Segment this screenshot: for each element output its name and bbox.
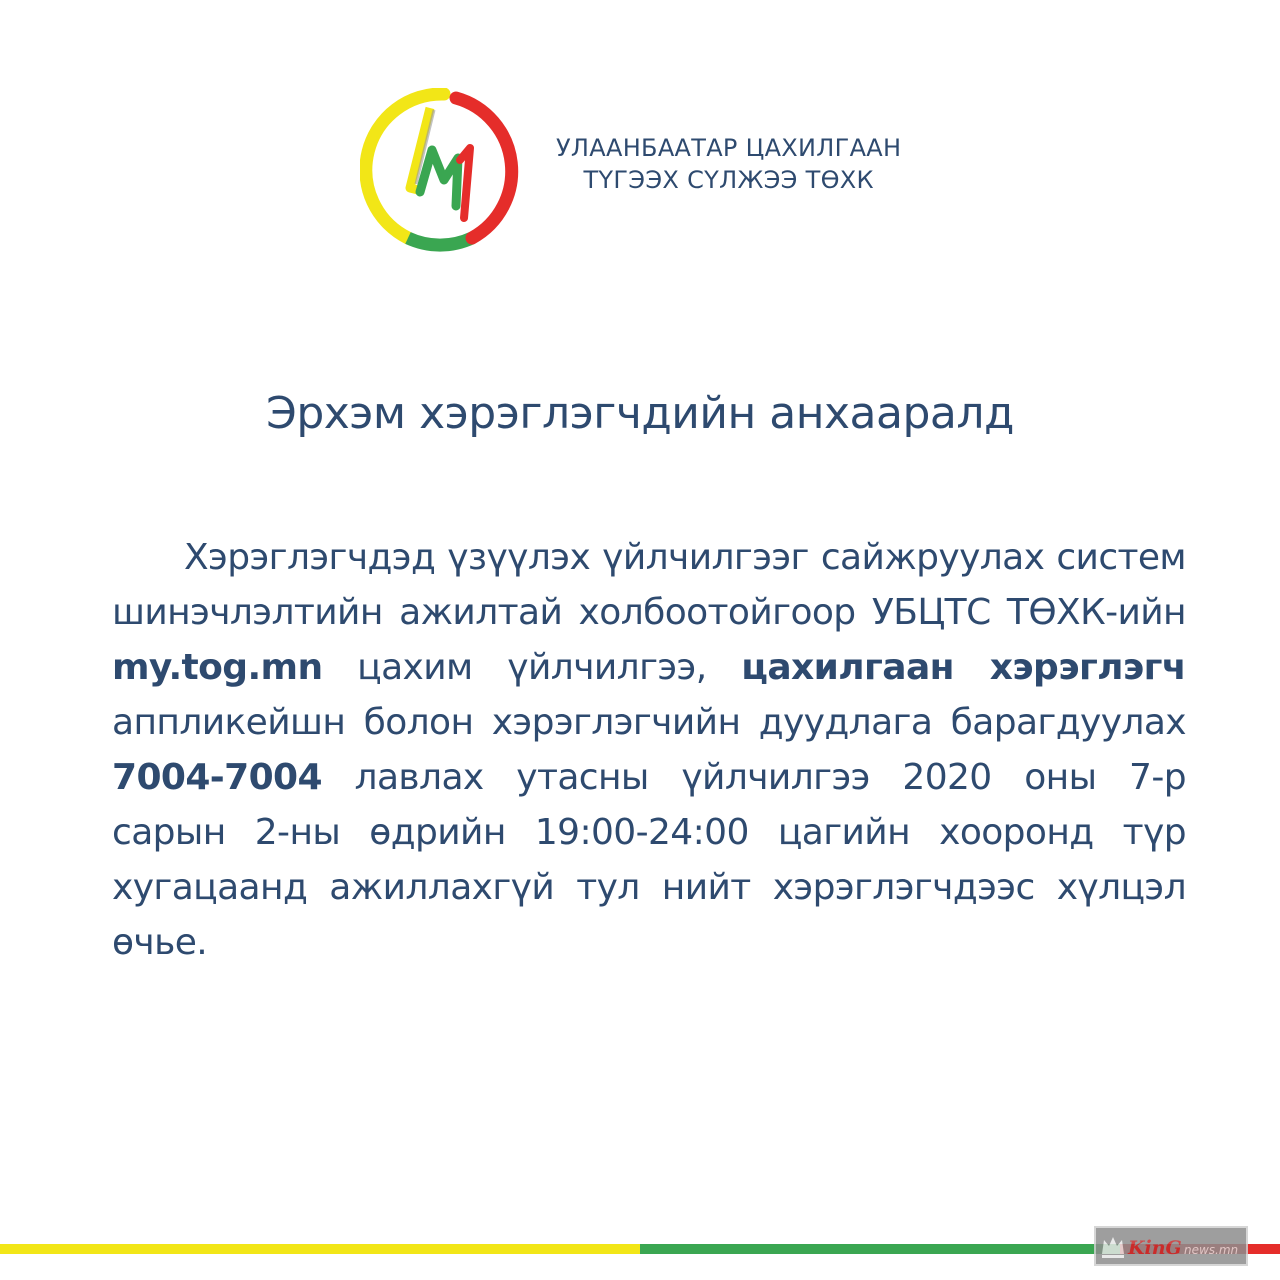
phone-number: 7004-7004 [112,757,322,798]
company-name-line2: ТҮГЭЭХ СҮЛЖЭЭ ТӨХК [583,166,874,194]
company-header [360,88,960,253]
svg-text:news.mn: news.mn [1184,1243,1239,1257]
notice-text-part2: цахим үйлчилгээ, [322,647,742,688]
notice-body [112,530,1186,970]
ubedn-lightning-logo-icon [360,88,525,253]
company-name [556,132,901,196]
notice-text-part4: лавлах утасны үйлчилгээ 2020 оны 7-р сарын 2-ны өдрийн 19:00-24:00 цагийн хооронд түр хугацаанд ажиллахгүй тул нийт хэрэглэгчдээс хүлцэл өчье. [112,757,1186,963]
brand-color-bar [0,1244,1280,1254]
app-name: цахилгаан хэрэглэгч [741,647,1186,688]
notice-text-part1: Хэрэглэгчдэд үзүүлэх үйлчилгээг сайжруулах систем шинэчлэлтийн ажилтай холбоотойгоор УБЦТС ТӨХК-ийн [112,537,1186,633]
crown-icon [1096,1228,1246,1264]
company-name-line1: УЛААНБААТАР ЦАХИЛГААН [556,134,902,162]
brand-bar-yellow [0,1244,640,1254]
kingnews-watermark [1094,1226,1248,1266]
notice-text-part3: аппликейшн болон хэрэглэгчийн дуудлага барагдуулах [112,702,1186,743]
notice-heading: Эрхэм хэрэглэгчдийн анхааралд [266,388,1014,439]
website-address: my.tog.mn [112,647,323,688]
brand-bar-green [640,1244,1120,1254]
svg-text:KinG: KinG [1128,1237,1182,1259]
